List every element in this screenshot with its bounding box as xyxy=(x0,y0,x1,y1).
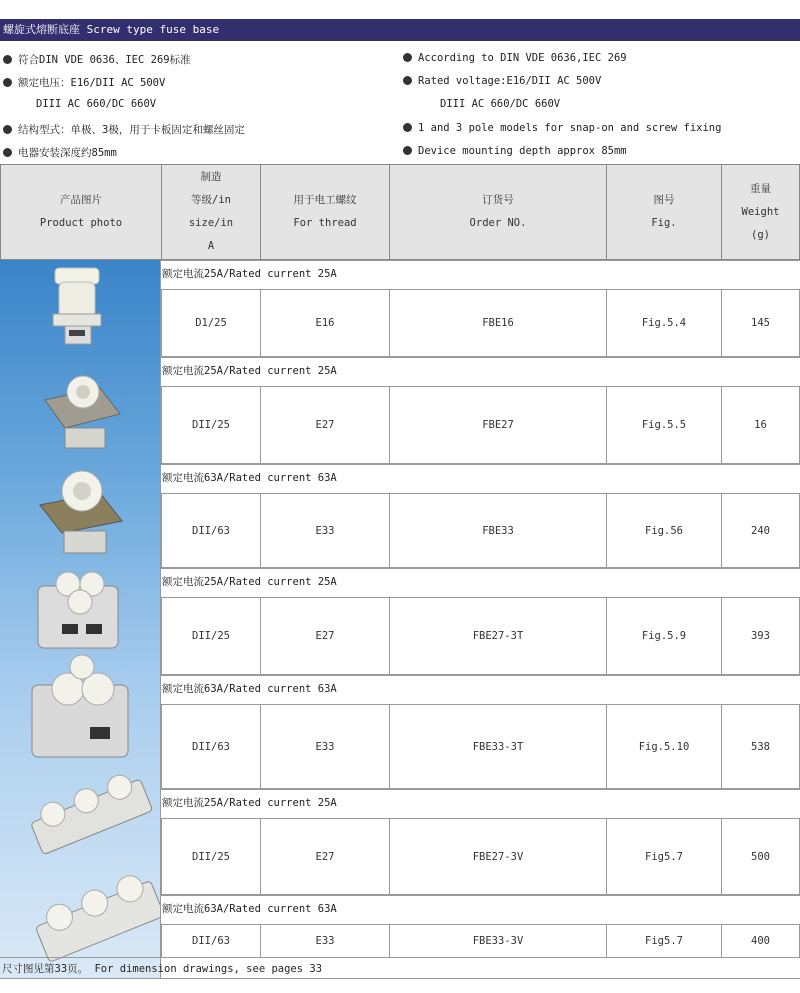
cell-fig-5: Fig.5.10 xyxy=(606,704,722,789)
header-order-no: 订货号 Order NO. xyxy=(389,164,607,260)
cell-size-6: DII/25 xyxy=(161,818,261,895)
cell-thread-1: E16 xyxy=(260,289,390,357)
group-label-5: 额定电流63A/Rated current 63A xyxy=(161,675,800,702)
cell-weight-1: 145 xyxy=(721,289,800,357)
cell-weight-6: 500 xyxy=(721,818,800,895)
group-label-4: 额定电流25A/Rated current 25A xyxy=(161,568,800,595)
cell-thread-6: E27 xyxy=(260,818,390,895)
header-product-photo: 产品图片 Product photo xyxy=(0,164,162,260)
cell-thread-5: E33 xyxy=(260,704,390,789)
bullet-dot-icon xyxy=(3,78,12,87)
bullet-left-4: 结构型式：单极、3极，用于卡板固定和螺丝固定 xyxy=(3,122,245,137)
bullet-left-1: 符合DIN VDE 0636、IEC 269标准 xyxy=(3,52,191,67)
cell-fig-4: Fig.5.9 xyxy=(606,597,722,675)
product-photo xyxy=(0,260,161,979)
cell-fig-1: Fig.5.4 xyxy=(606,289,722,357)
group-label-7: 额定电流63A/Rated current 63A xyxy=(161,895,800,922)
bullet-dot-icon xyxy=(403,53,412,62)
cell-size-7: DII/63 xyxy=(161,924,261,958)
bullet-dot-icon xyxy=(403,146,412,155)
header-size: 制造 等级/in size/in A xyxy=(161,164,261,260)
bottom-margin xyxy=(0,979,800,993)
header-thread: 用于电工螺纹 For thread xyxy=(260,164,390,260)
group-label-3: 额定电流63A/Rated current 63A xyxy=(161,464,800,491)
bullet-left-5: 电器安装深度约85mm xyxy=(3,145,117,160)
cell-order-2: FBE27 xyxy=(389,386,607,464)
footer-note: 尺寸图见第33页。 For dimension drawings, see pages 33 xyxy=(0,957,800,979)
cell-weight-3: 240 xyxy=(721,493,800,568)
cell-fig-2: Fig.5.5 xyxy=(606,386,722,464)
cell-thread-2: E27 xyxy=(260,386,390,464)
cell-order-5: FBE33-3T xyxy=(389,704,607,789)
cell-weight-2: 16 xyxy=(721,386,800,464)
cell-size-5: DII/63 xyxy=(161,704,261,789)
cell-order-1: FBE16 xyxy=(389,289,607,357)
bullet-right-4: 1 and 3 pole models for snap-on and screw fixing xyxy=(403,122,721,134)
cell-weight-7: 400 xyxy=(721,924,800,958)
header-fig: 图号 Fig. xyxy=(606,164,722,260)
group-label-1: 额定电流25A/Rated current 25A xyxy=(161,260,800,287)
bullet-right-1: According to DIN VDE 0636,IEC 269 xyxy=(403,52,627,64)
cell-order-6: FBE27-3V xyxy=(389,818,607,895)
cell-order-7: FBE33-3V xyxy=(389,924,607,958)
product-table xyxy=(0,164,800,979)
group-label-6: 额定电流25A/Rated current 25A xyxy=(161,789,800,816)
cell-fig-7: Fig5.7 xyxy=(606,924,722,958)
bullet-dot-icon xyxy=(3,55,12,64)
page-title: 螺旋式熔断底座 Screw type fuse base xyxy=(0,19,800,41)
header-weight: 重量 Weight (g) xyxy=(721,164,800,260)
bullet-dot-icon xyxy=(403,76,412,85)
cell-size-3: DII/63 xyxy=(161,493,261,568)
spec-bullets xyxy=(0,44,800,164)
bullet-left-3: DIII AC 660/DC 660V xyxy=(36,98,157,110)
cell-fig-6: Fig5.7 xyxy=(606,818,722,895)
bullet-left-2: 额定电压：E16/DII AC 500V xyxy=(3,75,165,90)
bullet-dot-icon xyxy=(3,125,12,134)
bullet-dot-icon xyxy=(3,148,12,157)
cell-thread-4: E27 xyxy=(260,597,390,675)
cell-order-3: FBE33 xyxy=(389,493,607,568)
cell-fig-3: Fig.56 xyxy=(606,493,722,568)
cell-weight-4: 393 xyxy=(721,597,800,675)
bullet-right-3: DIII AC 660/DC 660V xyxy=(440,98,561,110)
cell-size-1: D1/25 xyxy=(161,289,261,357)
cell-weight-5: 538 xyxy=(721,704,800,789)
cell-order-4: FBE27-3T xyxy=(389,597,607,675)
bullet-right-5: Device mounting depth approx 85mm xyxy=(403,145,627,157)
top-margin xyxy=(0,0,800,18)
fuse-base-photos-image xyxy=(0,260,161,979)
bullet-right-2: Rated voltage:E16/DII AC 500V xyxy=(403,75,601,87)
cell-thread-3: E33 xyxy=(260,493,390,568)
cell-size-4: DII/25 xyxy=(161,597,261,675)
group-label-2: 额定电流25A/Rated current 25A xyxy=(161,357,800,384)
bullet-dot-icon xyxy=(403,123,412,132)
cell-thread-7: E33 xyxy=(260,924,390,958)
cell-size-2: DII/25 xyxy=(161,386,261,464)
